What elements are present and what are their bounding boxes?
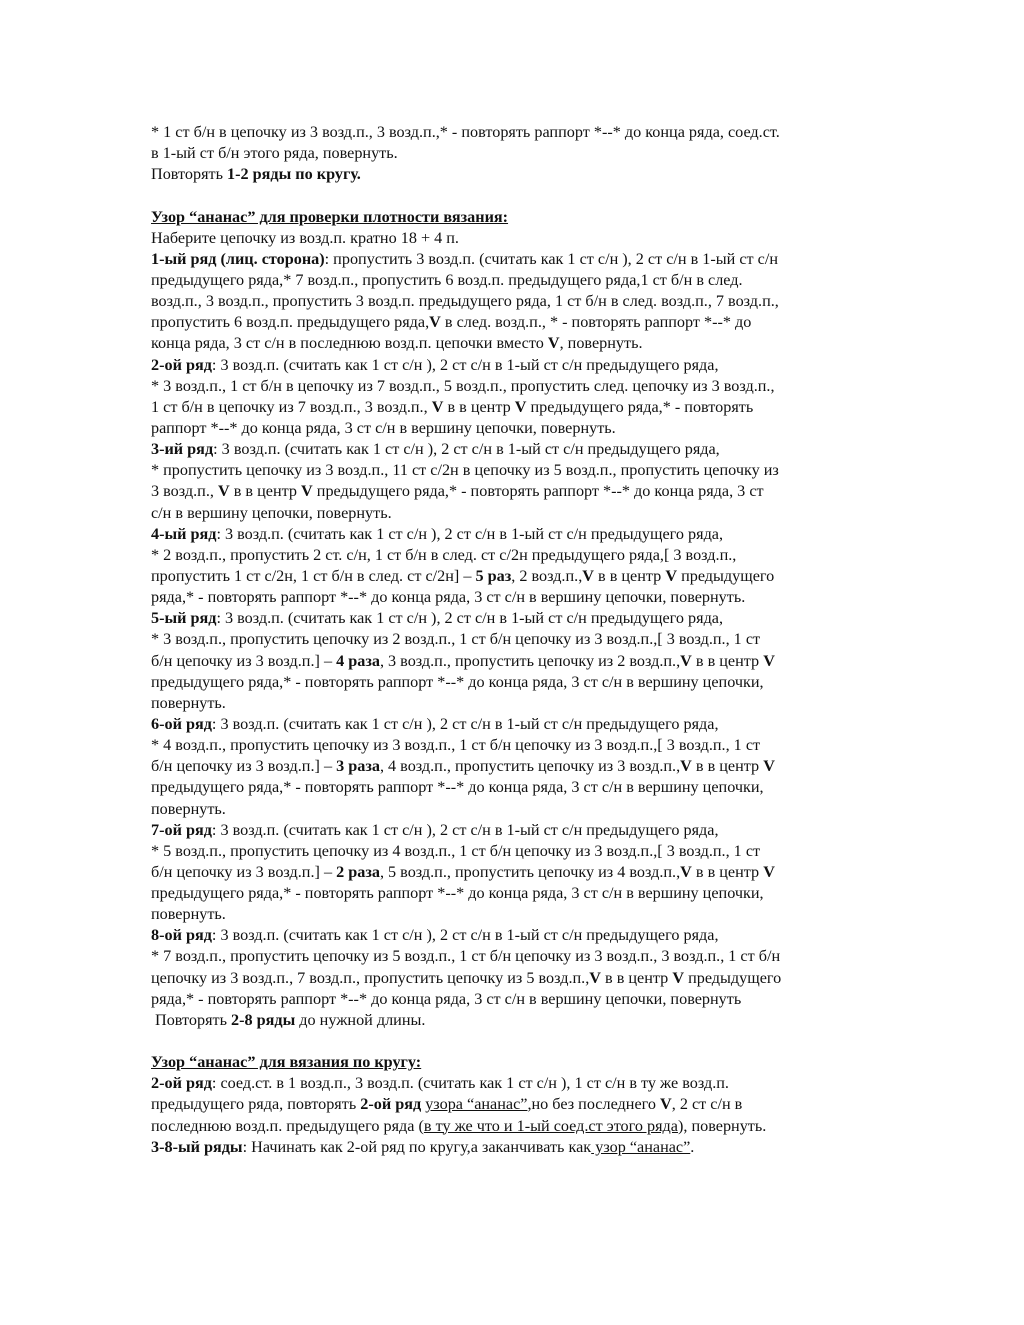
row-2-line-4: раппорт *--* до конца ряда, 3 ст с/н в вершину цепочки, повернуть. bbox=[151, 418, 616, 437]
repeat-count: 5 раз bbox=[475, 566, 512, 585]
row-6-text: в в центр bbox=[691, 757, 764, 776]
gauge-heading: Узор “ананас” для проверки плотности вязания: bbox=[151, 207, 509, 226]
row-7-text: , 5 возд.п., пропустить цепочку из 4 возд.п., bbox=[379, 862, 681, 881]
row-5-line-2: * 3 возд.п., пропустить цепочку из 2 возд.п., 1 ст б/н цепочку из 3 возд.п.,[ 3 возд.п., 1 ст bbox=[151, 630, 761, 649]
row-2-text: : 3 возд.п. (считать как 1 ст с/н ), 2 ст с/н в 1-ый ст с/н предыдущего ряда, bbox=[211, 355, 719, 374]
v-stitch: V bbox=[429, 313, 441, 332]
row-5-line-5: повернуть. bbox=[151, 693, 226, 712]
row-6-text: : 3 возд.п. (считать как 1 ст с/н ), 2 ст с/н в 1-ый ст с/н предыдущего ряда, bbox=[211, 714, 719, 733]
row-6-line-3 bbox=[151, 756, 881, 777]
row-1-text: , повернуть. bbox=[559, 334, 643, 353]
round-row-2-text: , 2 ст с/н в bbox=[671, 1095, 743, 1114]
row-1-text: конца ряда, 3 ст с/н в последнюю возд.п. цепочки вместо bbox=[151, 334, 548, 353]
round-row-2-text: последнюю возд.п. предыдущего ряда ( bbox=[151, 1116, 424, 1135]
row-3-text: 3 возд.п., bbox=[151, 482, 218, 501]
row-4-text: в в центр bbox=[593, 566, 666, 585]
row-6-line-2: * 4 возд.п., пропустить цепочку из 3 возд.п., 1 ст б/н цепочку из 3 возд.п.,[ 3 возд.п., 1 ст bbox=[151, 736, 761, 755]
row-3-line-1 bbox=[151, 439, 881, 460]
row-4-line-4: ряда,* - повторять раппорт *--* до конца ряда, 3 ст с/н в вершину цепочки, повернуть. bbox=[151, 588, 746, 607]
intro-repeat-line bbox=[151, 164, 881, 185]
v-stitch: V bbox=[514, 397, 527, 416]
v-stitch: V bbox=[672, 968, 685, 987]
row-5-line-1 bbox=[151, 608, 881, 629]
row-5-text: , 3 возд.п., пропустить цепочку из 2 возд.п., bbox=[379, 651, 681, 670]
row-3-text: : 3 возд.п. (считать как 1 ст с/н ), 2 ст с/н в 1-ый ст с/н предыдущего ряда, bbox=[213, 440, 720, 459]
row-4-text: , 2 возд.п., bbox=[511, 566, 583, 585]
v-stitch: V bbox=[665, 566, 678, 585]
row-1-line-2: предыдущего ряда,* 7 возд.п., пропустить 6 возд.п. предыдущего ряда,1 ст б/н в след. bbox=[151, 270, 743, 289]
row-7-line-2: * 5 возд.п., пропустить цепочку из 4 возд.п., 1 ст б/н цепочку из 3 возд.п.,[ 3 возд.п., 1 ст bbox=[151, 841, 761, 860]
spacer bbox=[151, 1031, 881, 1052]
row-5-line-4: предыдущего ряда,* - повторять раппорт *--* до конца ряда, 3 ст с/н в вершину цепочки, bbox=[151, 672, 764, 691]
row-8-line-2: * 7 возд.п., пропустить цепочку из 5 возд.п., 1 ст б/н цепочку из 3 возд.п., 3 возд.п., 1 ст б/н bbox=[151, 947, 781, 966]
row-1-line-3: возд.п., 3 возд.п., пропустить 3 возд.п. предыдущего ряда, 1 ст б/н в след. возд.п., 7 возд.п., bbox=[151, 292, 779, 311]
row-5-text: в в центр bbox=[691, 651, 764, 670]
row-4-line-2: * 2 возд.п., пропустить 2 ст. с/н, 1 ст б/н в след. ст с/2н предыдущего ряда,[ 3 возд.п., bbox=[151, 545, 737, 564]
v-stitch: V bbox=[301, 482, 313, 501]
intro-repeat-bold: 1-2 ряды по кругу. bbox=[227, 165, 361, 184]
row-1-line-4 bbox=[151, 312, 881, 333]
round-row-2-line-2 bbox=[151, 1094, 881, 1115]
row-8-text: : 3 возд.п. (считать как 1 ст с/н ), 2 ст с/н в 1-ый ст с/н предыдущего ряда, bbox=[211, 926, 719, 945]
round-rows-3-8-line bbox=[151, 1137, 881, 1158]
row-2-line-2: * 3 возд.п., 1 ст б/н в цепочку из 7 возд.п., 5 возд.п., пропустить след. цепочку из 3 возд.п., bbox=[151, 376, 775, 395]
row-4-text: предыдущего bbox=[677, 566, 775, 585]
repeat-count: 2 раза bbox=[336, 862, 380, 881]
row-4-text: пропустить 1 ст с/2н, 1 ст б/н в след. ст с/2н] – bbox=[151, 566, 476, 585]
pattern-reference: узора “ананас” bbox=[425, 1095, 528, 1114]
intro-repeat-text: Повторять bbox=[151, 165, 228, 184]
row-1-label: 1-ый ряд (лиц. сторона) bbox=[151, 249, 325, 268]
v-stitch: V bbox=[547, 334, 560, 353]
row-7-line-5: повернуть. bbox=[151, 905, 226, 924]
row-4-line-1 bbox=[151, 524, 881, 545]
row-6-label: 6-ой ряд bbox=[151, 714, 212, 733]
round-heading: Узор “ананас” для вязания по кругу: bbox=[151, 1053, 422, 1072]
row-7-text: : 3 возд.п. (считать как 1 ст с/н ), 2 ст с/н в 1-ый ст с/н предыдущего ряда, bbox=[211, 820, 719, 839]
repeat-count: 3 раза bbox=[336, 757, 380, 776]
underlined-note: в ту же что и 1-ый соед.ст этого ряда bbox=[423, 1116, 678, 1135]
round-row-2-line-1 bbox=[151, 1073, 881, 1094]
row-5-text: б/н цепочку из 3 возд.п.] – bbox=[151, 651, 337, 670]
v-stitch: V bbox=[680, 862, 692, 881]
row-8-text: цепочку из 3 возд.п., 7 возд.п., пропустить цепочку из 5 возд.п., bbox=[151, 968, 590, 987]
row-1-text: пропустить 6 возд.п. предыдущего ряда, bbox=[151, 313, 430, 332]
v-stitch: V bbox=[763, 862, 775, 881]
row-8-text: в в центр bbox=[600, 968, 673, 987]
row-4-label: 4-ый ряд bbox=[151, 524, 217, 543]
gauge-cast-on: Наберите цепочку из возд.п. кратно 18 + 4 п. bbox=[151, 228, 459, 247]
row-4-line-3 bbox=[151, 566, 881, 587]
round-row-2-text: : соед.ст. в 1 возд.п., 3 возд.п. (считать как 1 ст с/н ), 1 ст с/н в ту же возд.п. bbox=[211, 1074, 729, 1093]
row-5-text: : 3 возд.п. (считать как 1 ст с/н ), 2 ст с/н в 1-ый ст с/н предыдущего ряда, bbox=[216, 609, 724, 628]
row-2-label: 2-ой ряд bbox=[151, 355, 212, 374]
v-stitch: V bbox=[582, 566, 594, 585]
row-8-text: предыдущего bbox=[684, 968, 782, 987]
v-stitch: V bbox=[660, 1095, 672, 1114]
round-row-2-label: 2-ой ряд bbox=[151, 1074, 212, 1093]
row-6-text: , 4 возд.п., пропустить цепочку из 3 возд.п., bbox=[379, 757, 681, 776]
v-stitch: V bbox=[763, 757, 775, 776]
row-7-line-3 bbox=[151, 862, 881, 883]
row-8-line-4: ряда,* - повторять раппорт *--* до конца ряда, 3 ст с/н в вершину цепочки, повернуть bbox=[151, 989, 742, 1008]
round-row-2-text: ), повернуть. bbox=[677, 1116, 767, 1135]
intro-line-1: * 1 ст б/н в цепочку из 3 возд.п., 3 возд.п.,* - повторять раппорт *--* до конца ряда, соед.ст. bbox=[151, 123, 780, 141]
row-7-label: 7-ой ряд bbox=[151, 820, 212, 839]
round-row-2-text: предыдущего ряда, повторять bbox=[151, 1095, 361, 1114]
row-2-text: 1 ст б/н в цепочку из 7 возд.п., 3 возд.п., bbox=[151, 397, 432, 416]
row-6-line-5: повернуть. bbox=[151, 799, 226, 818]
v-stitch: V bbox=[217, 482, 230, 501]
row-2-line-1 bbox=[151, 355, 881, 376]
row-1-line-5 bbox=[151, 333, 881, 354]
row-3-line-2: * пропустить цепочку из 3 возд.п., 11 ст с/2н в цепочку из 5 возд.п., пропустить цепочку из bbox=[151, 461, 779, 480]
v-stitch: V bbox=[431, 397, 444, 416]
gauge-repeat-line bbox=[151, 1010, 881, 1031]
row-1-line-1 bbox=[151, 249, 881, 270]
row-7-text: в в центр bbox=[691, 862, 764, 881]
row-5-line-3 bbox=[151, 651, 881, 672]
row-1-text: : пропустить 3 возд.п. (считать как 1 ст с/н ), 2 ст с/н в 1-ый ст с/н bbox=[324, 249, 779, 268]
document-page bbox=[151, 122, 881, 1158]
row-6-text: б/н цепочку из 3 возд.п.] – bbox=[151, 757, 337, 776]
row-8-line-1 bbox=[151, 925, 881, 946]
row-8-label: 8-ой ряд bbox=[151, 926, 212, 945]
round-rows-3-8-text: . bbox=[690, 1137, 695, 1156]
repeat-count: 4 раза bbox=[336, 651, 380, 670]
v-stitch: V bbox=[680, 651, 692, 670]
spacer bbox=[151, 185, 881, 206]
round-rows-3-8-text: : Начинать как 2-ой ряд по кругу,а заканчивать как bbox=[242, 1137, 592, 1156]
row-2-text: в в центр bbox=[443, 397, 515, 416]
row-3-text: предыдущего ряда,* - повторять раппорт *--* до конца ряда, 3 ст bbox=[312, 482, 764, 501]
v-stitch: V bbox=[763, 651, 775, 670]
row-6-line-1 bbox=[151, 714, 881, 735]
row-2-line-3 bbox=[151, 397, 881, 418]
row-3-text: в в центр bbox=[229, 482, 302, 501]
pattern-reference: узор “ананас” bbox=[591, 1137, 691, 1156]
row-reference: 2-ой ряд bbox=[360, 1095, 422, 1114]
round-row-2-line-3 bbox=[151, 1116, 881, 1137]
repeat-text: до нужной длины. bbox=[295, 1010, 426, 1029]
repeat-text: Повторять bbox=[155, 1010, 232, 1029]
repeat-rows: 2-8 ряды bbox=[231, 1010, 296, 1029]
row-7-line-1 bbox=[151, 820, 881, 841]
round-row-2-text: ,но без последнего bbox=[527, 1095, 661, 1114]
row-2-text: предыдущего ряда,* - повторять bbox=[526, 397, 754, 416]
row-3-line-3 bbox=[151, 481, 881, 502]
row-7-text: б/н цепочку из 3 возд.п.] – bbox=[151, 862, 337, 881]
row-6-line-4: предыдущего ряда,* - повторять раппорт *--* до конца ряда, 3 ст с/н в вершину цепочки, bbox=[151, 778, 764, 797]
row-4-text: : 3 возд.п. (считать как 1 ст с/н ), 2 ст с/н в 1-ый ст с/н предыдущего ряда, bbox=[216, 524, 724, 543]
row-1-text: в след. возд.п., * - повторять раппорт *--* до bbox=[440, 313, 752, 332]
row-7-line-4: предыдущего ряда,* - повторять раппорт *--* до конца ряда, 3 ст с/н в вершину цепочки, bbox=[151, 884, 764, 903]
intro-line-2: в 1-ый ст б/н этого ряда, повернуть. bbox=[151, 144, 398, 163]
round-rows-3-8-label: 3-8-ый ряды bbox=[151, 1137, 243, 1156]
v-stitch: V bbox=[680, 757, 692, 776]
row-5-label: 5-ый ряд bbox=[151, 609, 217, 628]
row-8-line-3 bbox=[151, 968, 881, 989]
v-stitch: V bbox=[589, 968, 601, 987]
row-3-label: 3-ий ряд bbox=[151, 440, 214, 459]
row-3-line-4: с/н в вершину цепочки, повернуть. bbox=[151, 503, 392, 522]
